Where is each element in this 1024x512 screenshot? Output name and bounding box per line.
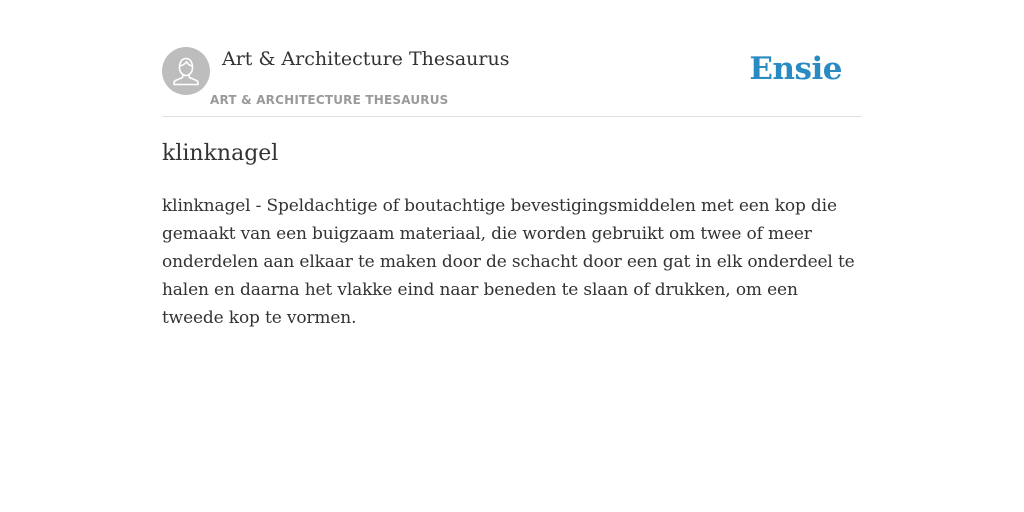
entry-title: klinknagel (162, 141, 279, 166)
brand-logo[interactable]: Ensie (749, 51, 842, 87)
entry-header (162, 47, 862, 117)
user-icon (162, 47, 210, 95)
avatar[interactable] (162, 47, 210, 95)
entry-definition: klinknagel - Speldachtige of boutachtige bevestigingsmiddelen met een kop die gemaakt van een buigzaam materiaal, die worden gebruikt om twee of meer onderdelen aan elkaar te maken door de schacht door een gat in elk onderdeel te halen en daarna het vlakke eind naar beneden te slaan of drukken, om een tweede kop te vormen. (162, 196, 855, 328)
author-name[interactable]: Art & Architecture Thesaurus (222, 48, 510, 70)
category-label[interactable]: ART & ARCHITECTURE THESAURUS (210, 93, 449, 107)
